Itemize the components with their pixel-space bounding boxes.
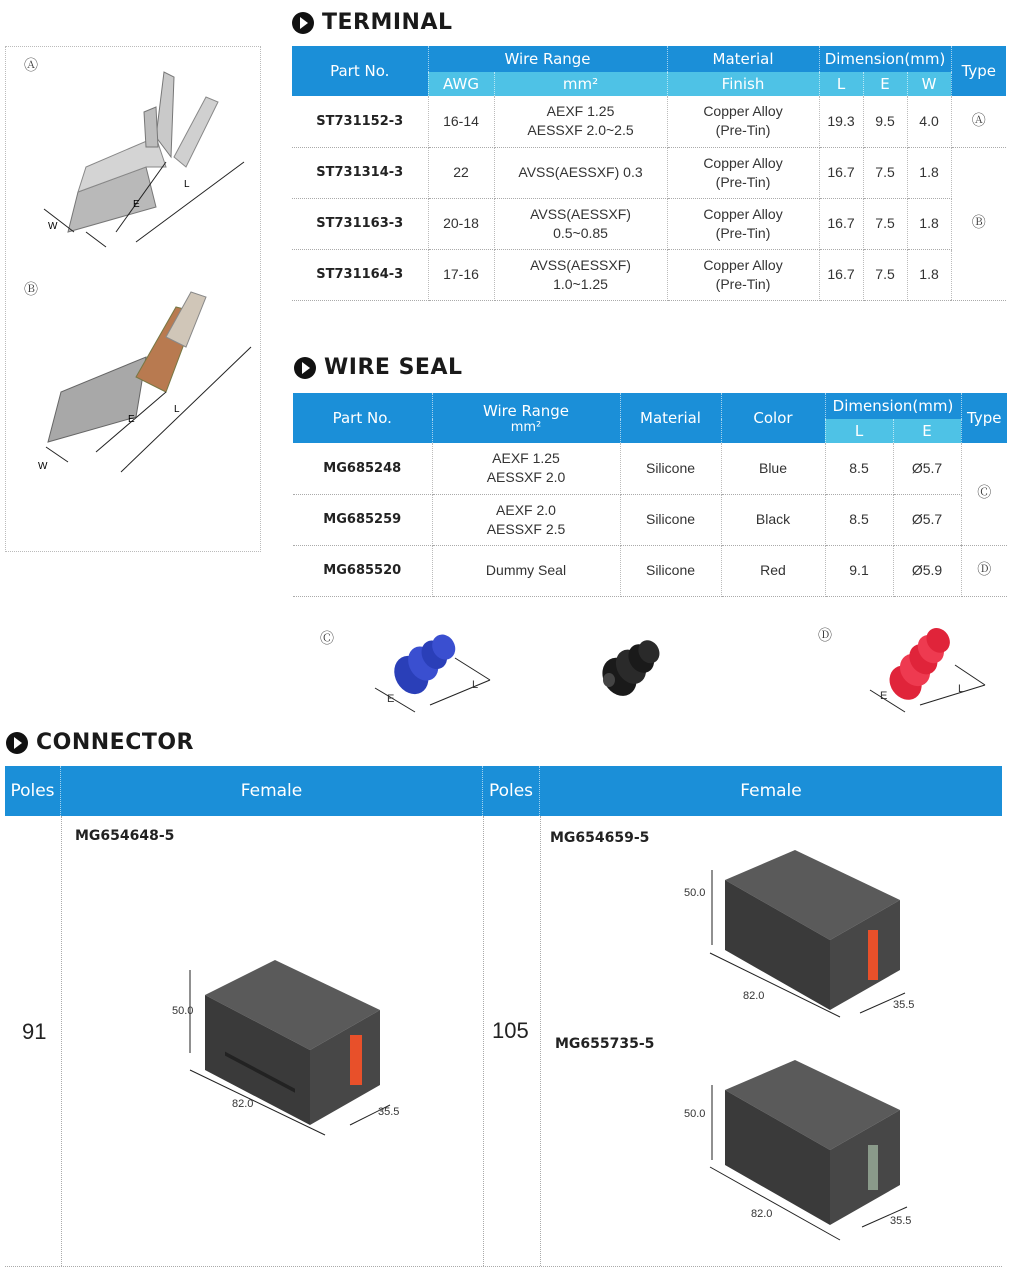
poles-105: 105: [492, 1018, 529, 1043]
th-l: L: [825, 419, 893, 443]
terminal-heading: TERMINAL: [292, 10, 453, 35]
part-no-mg655735: MG655735-5: [555, 1036, 655, 1052]
terminal-a-illustration: [44, 72, 244, 247]
poles-91: 91: [22, 1019, 47, 1044]
wire-seal-table: [293, 393, 1007, 597]
th-mm2: mm²: [494, 72, 667, 96]
table-row: MG685520 Dummy Seal Silicone Red 9.1 Ø5.9 Ⓓ: [293, 545, 1007, 596]
dim-depth: 35.5: [890, 1215, 912, 1227]
table-row: ST731314-3 22 AVSS(AESSXF) 0.3 Copper Alloy (Pre-Tin) 16.7 7.5 1.8 Ⓑ: [292, 147, 1006, 198]
type-a-label: Ⓐ: [24, 58, 38, 74]
dim-height: 50.0: [172, 1005, 194, 1017]
part-no-mg654648: MG654648-5: [75, 828, 175, 844]
dim-w-label-a: W: [48, 221, 58, 232]
th-dimension: Dimension(mm): [819, 46, 951, 72]
terminal-image-panel: [5, 46, 261, 552]
dim-width: 82.0: [232, 1098, 254, 1110]
dim-depth: 35.5: [378, 1106, 400, 1118]
th-finish: Finish: [667, 72, 819, 96]
type-cell: Ⓐ: [951, 96, 1006, 147]
th-female-left: Female: [61, 766, 483, 816]
th-poles-right: Poles: [483, 766, 540, 816]
th-wire-range: Wire Range: [428, 46, 667, 72]
dim-e-label-b: E: [128, 414, 135, 425]
connector-heading: CONNECTOR: [6, 730, 194, 755]
table-row: ST731164-3 17-16 AVSS(AESSXF) 1.0~1.25 Copper Alloy (Pre-Tin) 16.7 7.5 1.8: [292, 249, 1006, 300]
th-part-no: Part No.: [293, 393, 432, 443]
th-part-no: Part No.: [292, 46, 428, 96]
blue-seal-illustration: [360, 620, 510, 720]
th-dimension: Dimension(mm): [825, 393, 961, 419]
th-poles-left: Poles: [5, 766, 61, 816]
connector-105a-illustration: [700, 845, 915, 1025]
th-material: Material: [620, 393, 721, 443]
table-row: ST731163-3 20-18 AVSS(AESSXF) 0.5~0.85 Copper Alloy (Pre-Tin) 16.7 7.5 1.8: [292, 198, 1006, 249]
connector-105b-illustration: [700, 1055, 915, 1245]
connector-91-illustration: [175, 955, 405, 1140]
wire-seal-heading: WIRE SEAL: [294, 355, 463, 380]
th-material: Material: [667, 46, 819, 72]
type-b-label: Ⓑ: [24, 282, 38, 298]
dim-depth: 35.5: [893, 999, 915, 1011]
table-row: MG685259 AEXF 2.0 AESSXF 2.5 Silicone Black 8.5 Ø5.7: [293, 494, 1007, 545]
th-l: L: [819, 72, 863, 96]
dim-height: 50.0: [684, 887, 706, 899]
seal-c-e-label: E: [387, 693, 395, 705]
th-type: Type: [961, 393, 1007, 443]
dim-width: 82.0: [743, 990, 765, 1002]
dim-w-label-b: W: [38, 461, 48, 472]
part-no-mg654659: MG654659-5: [550, 830, 650, 846]
th-type: Type: [951, 46, 1006, 96]
th-e: E: [863, 72, 907, 96]
th-w: W: [907, 72, 951, 96]
type-cell: Ⓑ: [951, 147, 1006, 300]
red-seal-illustration: [860, 620, 1000, 720]
dim-l-label-b: L: [174, 404, 180, 415]
terminal-b-illustration: [46, 292, 251, 472]
dim-width: 82.0: [751, 1208, 773, 1220]
type-cell: Ⓒ: [961, 443, 1007, 545]
th-wire-range: Wire Range mm²: [432, 393, 620, 443]
table-row: MG685248 AEXF 1.25 AESSXF 2.0 Silicone Blue 8.5 Ø5.7 Ⓒ: [293, 443, 1007, 494]
th-awg: AWG: [428, 72, 494, 96]
type-d-label: Ⓓ: [818, 628, 832, 644]
th-color: Color: [721, 393, 825, 443]
arrow-right-icon: [6, 732, 28, 754]
arrow-right-icon: [292, 12, 314, 34]
terminal-table: [292, 46, 1006, 301]
arrow-right-icon: [294, 357, 316, 379]
black-seal-illustration: [585, 625, 675, 705]
seal-d-l-label: L: [958, 683, 965, 695]
dim-height: 50.0: [684, 1108, 706, 1120]
terminal-illustrations: [6, 47, 260, 551]
th-female-right: Female: [540, 766, 1002, 816]
seal-c-l-label: L: [472, 679, 479, 691]
type-cell: Ⓓ: [961, 545, 1007, 596]
table-row: ST731152-3 16-14 AEXF 1.25 AESSXF 2.0~2.5 Copper Alloy (Pre-Tin) 19.3 9.5 4.0 Ⓐ: [292, 96, 1006, 147]
dim-l-label-a: L: [184, 179, 190, 190]
th-e: E: [893, 419, 961, 443]
type-c-label: Ⓒ: [320, 631, 334, 647]
dim-e-label-a: E: [133, 199, 140, 210]
seal-d-e-label: E: [880, 690, 888, 702]
